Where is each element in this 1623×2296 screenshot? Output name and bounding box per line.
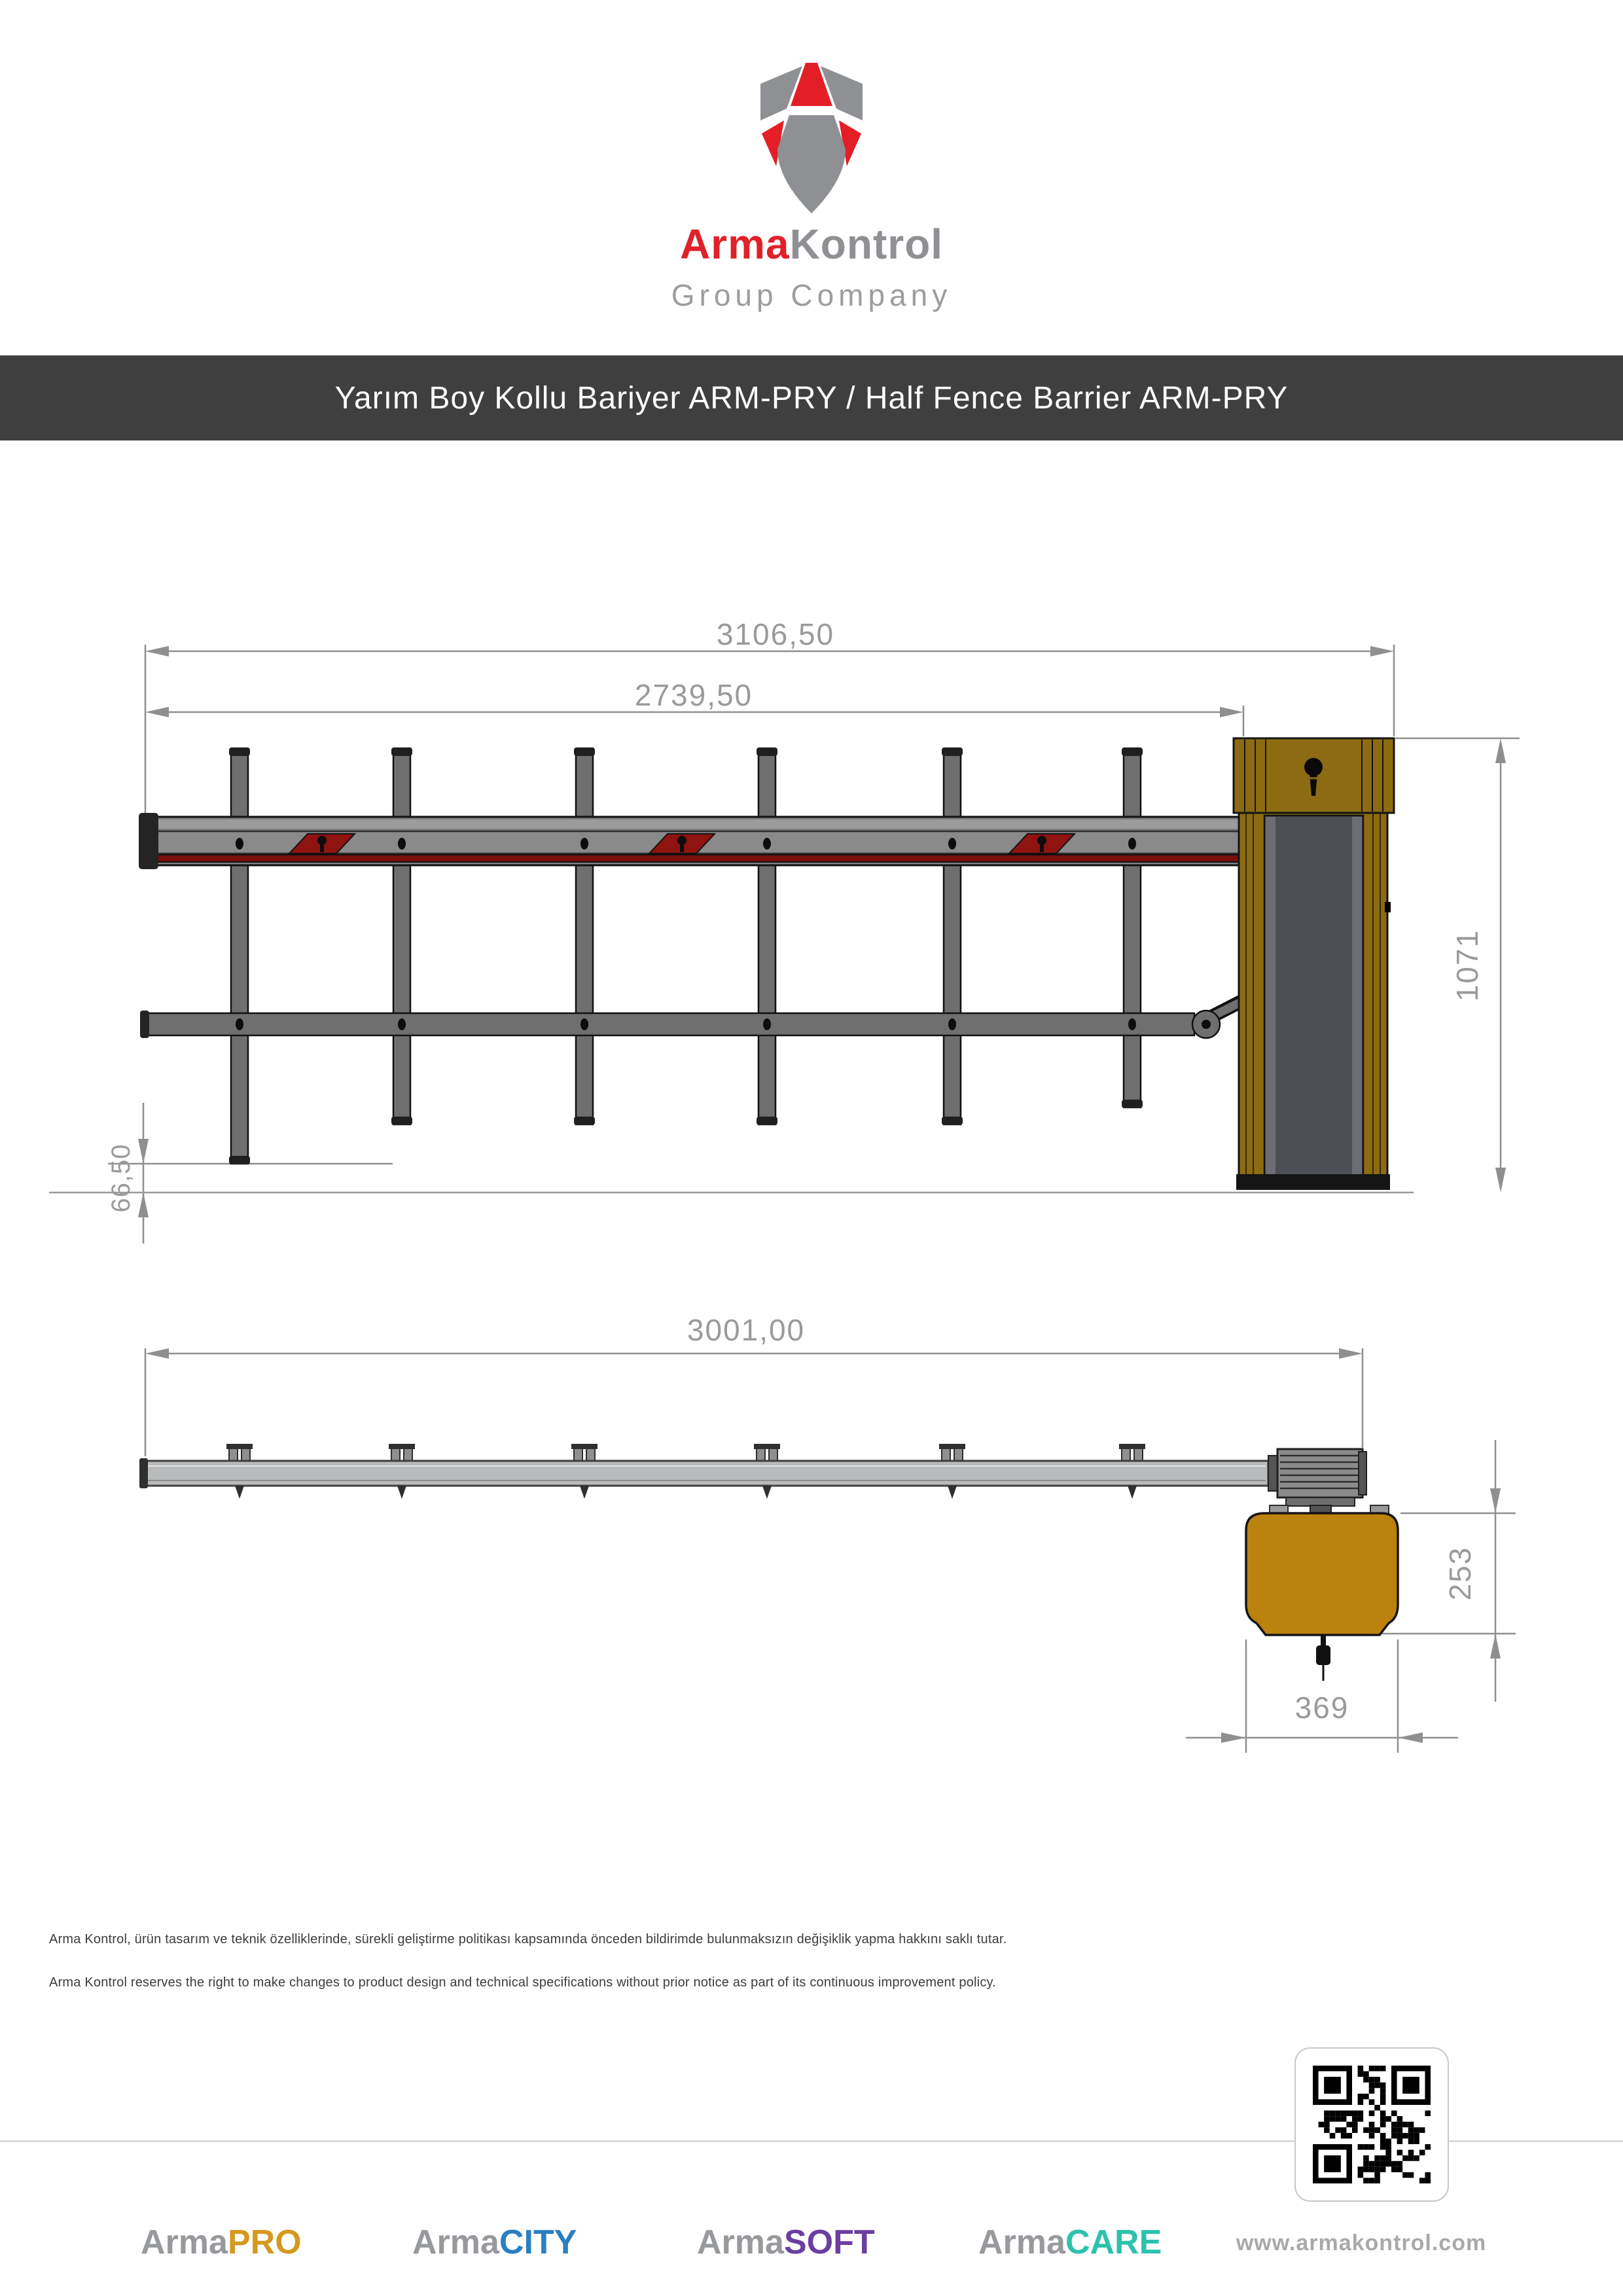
brand-wordmark-red: Arma bbox=[679, 221, 790, 268]
disclaimer-turkish: Arma Kontrol, ürün tasarım ve teknik özelliklerinde, sürekli geliştirme politikası kapsamında önceden bildirimde bulunmaksızın değişiklik yapma hakkını saklı tutar. bbox=[49, 1932, 1007, 1946]
shield-logo-icon bbox=[746, 60, 877, 217]
brand-logo-armapro bbox=[141, 2223, 302, 2262]
brand-subtitle: Group Company bbox=[671, 278, 952, 312]
brand-prefix: Arma bbox=[978, 2223, 1065, 2261]
top-view-drawing bbox=[0, 1309, 1623, 1780]
qr-code-pattern bbox=[1296, 2049, 1448, 2200]
dim-ground-gap-label: 66,50 bbox=[107, 1143, 135, 1213]
side-view-drawing bbox=[0, 615, 1623, 1270]
dim-overall-width-label: 3106,50 bbox=[716, 617, 835, 651]
brand-wordmark-gray: Kontrol bbox=[789, 221, 944, 268]
dim-cabinet-width-label: 369 bbox=[1294, 1691, 1349, 1725]
arm-top-view bbox=[139, 1444, 1268, 1499]
brand-prefix: Arma bbox=[141, 2223, 228, 2261]
brand-prefix: Arma bbox=[697, 2223, 784, 2261]
brand-suffix: SOFT bbox=[783, 2223, 875, 2261]
cabinet-top-view bbox=[1246, 1505, 1398, 1681]
brand-suffix: CARE bbox=[1065, 2223, 1162, 2261]
dim-cabinet-depth-label: 253 bbox=[1443, 1546, 1477, 1601]
disclaimer-english: Arma Kontrol reserves the right to make changes to product design and technical specifications without prior notice as part of its continuous improvement policy. bbox=[49, 1975, 996, 1990]
brand-suffix: PRO bbox=[227, 2223, 302, 2261]
brand-logo-armacity bbox=[412, 2223, 577, 2262]
cabinet-antenna bbox=[1316, 1635, 1330, 1681]
qr-code bbox=[1294, 2047, 1449, 2202]
website-text: www.armakontrol.com bbox=[1236, 2231, 1487, 2255]
fence-pickets bbox=[229, 747, 1143, 1164]
dim-height-label: 1071 bbox=[1450, 929, 1484, 1002]
brand-logo-armasoft bbox=[697, 2223, 875, 2262]
dim-arm-length-label: 3001,00 bbox=[687, 1313, 806, 1347]
motor-unit-top-view bbox=[1268, 1449, 1366, 1513]
brand-wordmark bbox=[0, 220, 1623, 268]
brand-prefix: Arma bbox=[412, 2223, 499, 2261]
page-title: Yarım Boy Kollu Bariyer ARM-PRY / Half Fence Barrier ARM-PRY bbox=[334, 380, 1289, 416]
brand-suffix: CITY bbox=[499, 2223, 577, 2261]
barrier-cabinet bbox=[1234, 738, 1394, 1190]
lower-rail bbox=[140, 994, 1257, 1038]
barrier-arm bbox=[139, 813, 1251, 869]
dim-arm-width-label: 2739,50 bbox=[634, 678, 753, 712]
brand-logo-armacare bbox=[978, 2223, 1162, 2262]
title-bar bbox=[0, 355, 1623, 440]
